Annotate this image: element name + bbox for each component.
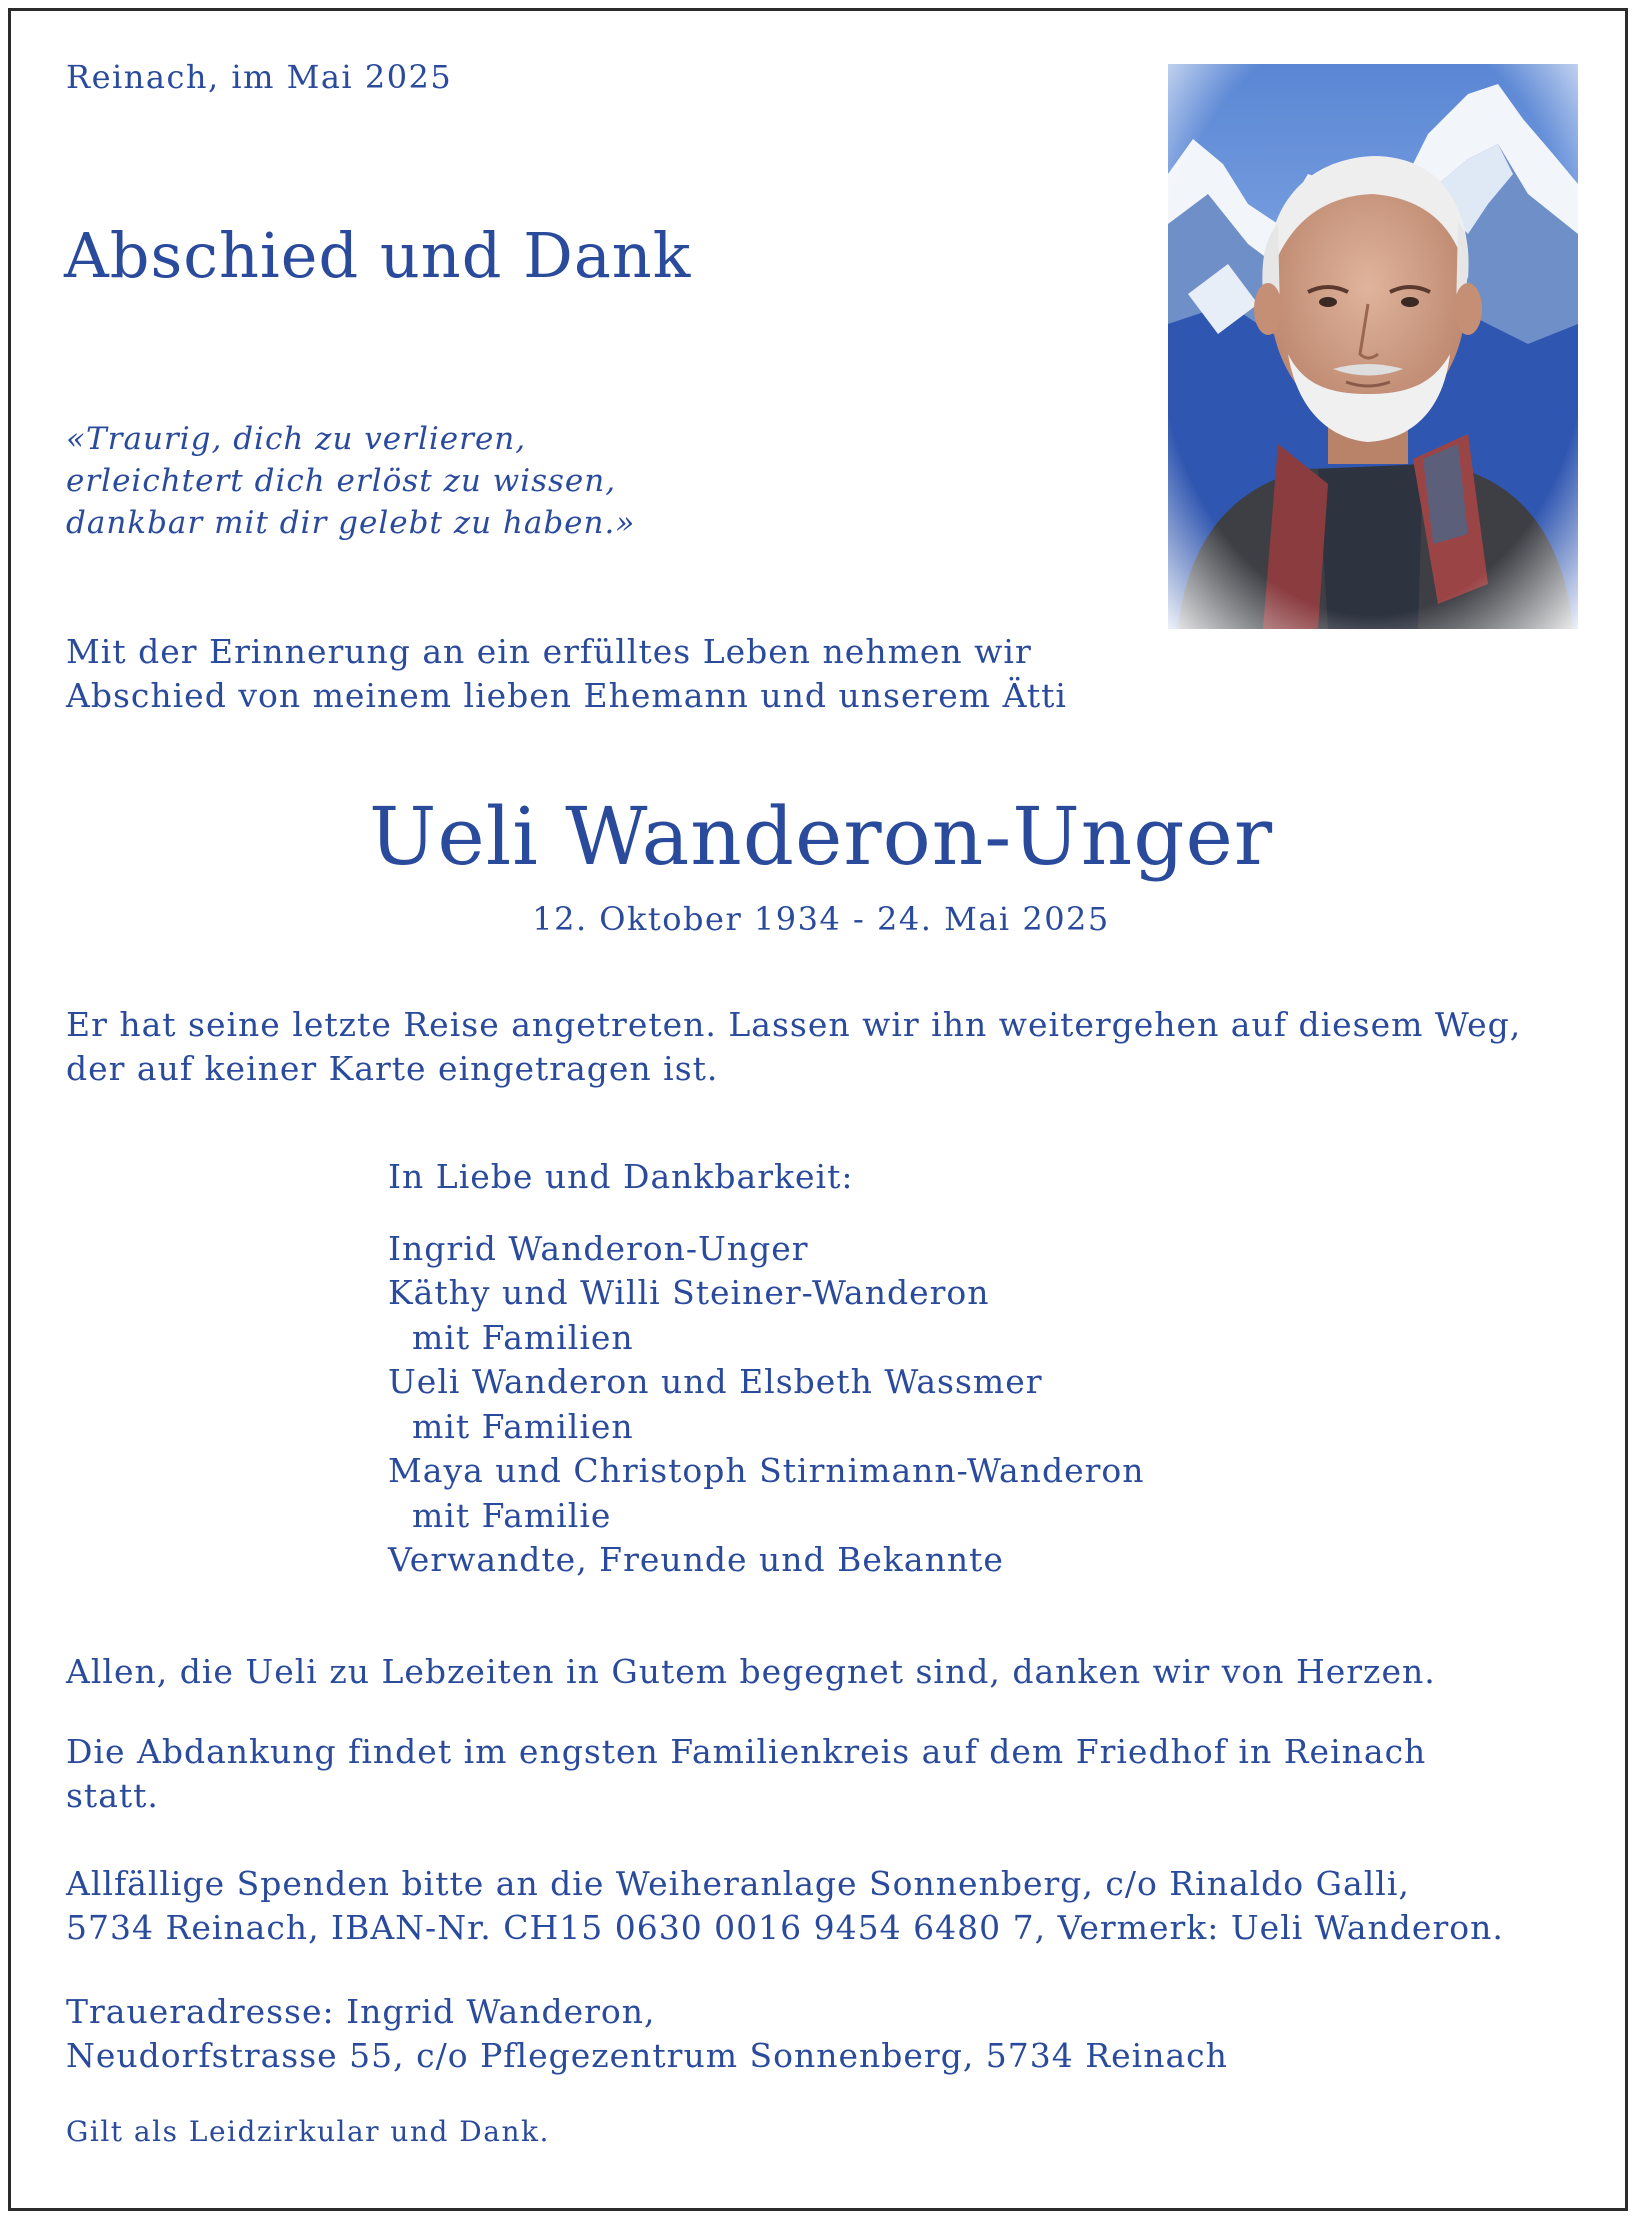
- journey-paragraph: [66, 1003, 1576, 1091]
- mourner-row: Ingrid Wanderon-Unger: [388, 1228, 809, 1268]
- portrait-photo: [1168, 64, 1578, 629]
- quote-line: dankbar mit dir gelebt zu haben.»: [66, 505, 636, 541]
- journey-line: Er hat seine letzte Reise angetreten. Lassen wir ihn weitergehen auf diesem Weg,: [66, 1005, 1522, 1044]
- footer-note: Gilt als Leidzirkular und Dank.: [66, 2115, 550, 2148]
- deceased-name: Ueli Wanderon-Unger: [368, 790, 1274, 883]
- address-line: Neudorfstrasse 55, c/o Pflegezentrum Sonnenberg, 5734 Reinach: [66, 2036, 1228, 2075]
- mourner-row: mit Familie: [412, 1495, 612, 1535]
- funeral-paragraph: [66, 1730, 1576, 1818]
- mourner-row: Ueli Wanderon und Elsbeth Wassmer: [388, 1362, 1043, 1401]
- donation-paragraph: [66, 1862, 1576, 1950]
- mourner-row: Käthy und Willi Steiner-Wanderon: [388, 1273, 990, 1312]
- thanks-paragraph: Allen, die Ueli zu Lebzeiten in Gutem begegnet sind, danken wir von Herzen.: [66, 1652, 1436, 1691]
- dateline: Reinach, im Mai 2025: [66, 58, 453, 96]
- intro-line: Mit der Erinnerung an ein erfülltes Leben nehmen wir: [66, 632, 1032, 671]
- notice-heading: Abschied und Dank: [64, 219, 692, 292]
- memorial-quote: [66, 418, 635, 544]
- donation-line: 5734 Reinach, IBAN-Nr. CH15 0630 0016 9454 6480 7, Vermerk: Ueli Wanderon.: [66, 1908, 1504, 1947]
- intro-text: [66, 630, 1067, 718]
- mourner-row: Maya und Christoph Stirnimann-Wanderon: [388, 1451, 1145, 1490]
- quote-line: «Traurig, dich zu verlieren,: [66, 421, 527, 457]
- mourner-row: mit Familien: [412, 1317, 634, 1357]
- quote-line: erleichtert dich erlöst zu wissen,: [66, 463, 617, 499]
- lifespan-dates: 12. Oktober 1934 - 24. Mai 2025: [532, 900, 1110, 938]
- funeral-line: statt.: [66, 1776, 159, 1815]
- mourners-label: In Liebe und Dankbarkeit:: [388, 1157, 854, 1196]
- intro-line: Abschied von meinem lieben Ehemann und unserem Ätti: [66, 676, 1067, 715]
- donation-line: Allfällige Spenden bitte an die Weiheranlage Sonnenberg, c/o Rinaldo Galli,: [66, 1864, 1410, 1903]
- journey-line: der auf keiner Karte eingetragen ist.: [66, 1049, 719, 1088]
- funeral-line: Die Abdankung findet im engsten Familienkreis auf dem Friedhof in Reinach: [66, 1732, 1427, 1771]
- mourning-address: [66, 1990, 1576, 2078]
- mourner-row: mit Familien: [412, 1406, 634, 1446]
- mourners-list: [388, 1155, 1145, 1583]
- address-line: Traueradresse: Ingrid Wanderon,: [66, 1992, 656, 2031]
- mourner-row: Verwandte, Freunde und Bekannte: [388, 1540, 1004, 1579]
